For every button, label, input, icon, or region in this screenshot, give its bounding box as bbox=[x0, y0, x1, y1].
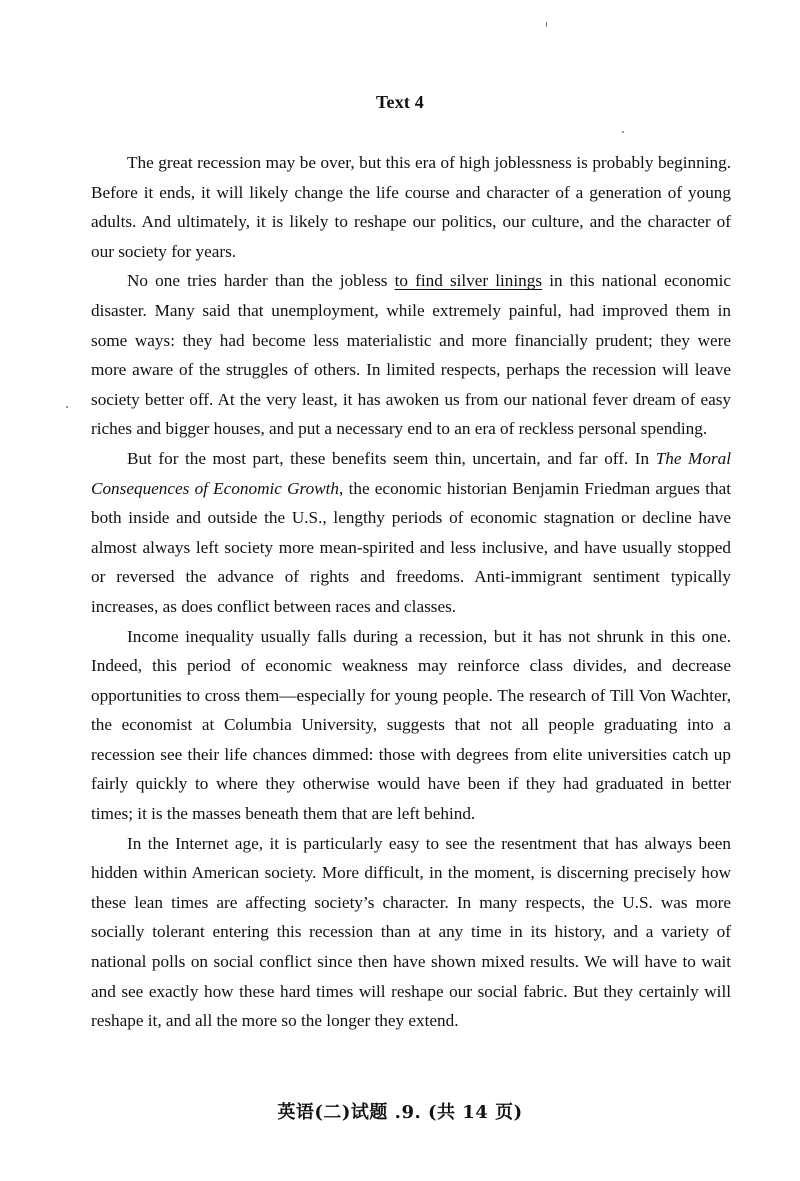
page-footer: 英语(二)试题 .9. (共 14 页) bbox=[277, 1102, 523, 1123]
paragraph-2-rest: in this national economic disaster. Many said that unemployment, while extremely painful, had improved them in some ways: they had become less materialistic and more financially prudent; they were more aware of the struggles of others. In limited respects, perhaps the recession will leave society better off. At the very least, it has awoken us from our national fever dream of easy riches and bigger houses, and put a necessary end to an era of reckless personal spending. bbox=[91, 271, 731, 439]
underlined-phrase: to find silver linings bbox=[394, 271, 543, 291]
text-title: Text 4 bbox=[375, 92, 425, 112]
passage-body bbox=[91, 148, 731, 1036]
paragraph-3 bbox=[91, 444, 731, 622]
paragraph-2-start: No one tries harder than the jobless bbox=[127, 271, 395, 291]
scan-speck bbox=[546, 22, 547, 27]
scan-speck bbox=[66, 406, 68, 408]
paragraph-5: In the Internet age, it is particularly easy to see the resentment that has always been hidden within American society. More difficult, in the moment, is discerning precisely how these lean times are affecting society’s character. In many respects, the U.S. was more socially tolerant entering this recession than at any time in its history, and a variety of national polls on social conflict since then have shown mixed results. We will have to wait and see exactly how these hard times will reshape our social fabric. But they certainly will reshape it, and all the more so the longer they extend. bbox=[91, 833, 731, 1031]
book-title: The Moral Consequences of Economic Growth bbox=[91, 448, 731, 498]
paragraph-2 bbox=[91, 266, 731, 444]
paragraph-4: Income inequality usually falls during a recession, but it has not shrunk in this one. Indeed, this period of economic weakness may reinforce class divides, and decrease opportunities to cross them—especially for young people. The research of Till Von Wachter, the economist at Columbia University, suggests that not all people graduating into a recession see their life chances dimmed: those with degrees from elite universities catch up fairly quickly to where they otherwise would have been if they had graduated in better times; it is the masses beneath them that are left behind. bbox=[91, 626, 731, 824]
paragraph-3-rest: , the economic historian Benjamin Friedman argues that both inside and outside the U.S., lengthy periods of economic stagnation or decline have almost always left society more mean-spirited and less inclusive, and have usually stopped or reversed the advance of rights and freedoms. Anti-immigrant sentiment typically increases, as does conflict between races and classes. bbox=[91, 478, 731, 616]
scan-speck bbox=[622, 131, 624, 133]
paragraph-3-start: But for the most part, these benefits seem thin, uncertain, and far off. In bbox=[127, 448, 656, 468]
paragraph-1: The great recession may be over, but this era of high joblessness is probably beginning. Before it ends, it will likely change the life course and character of a generation of young adults. And ultimately, it is likely to reshape our politics, our culture, and the character of our society for years. bbox=[91, 153, 731, 261]
